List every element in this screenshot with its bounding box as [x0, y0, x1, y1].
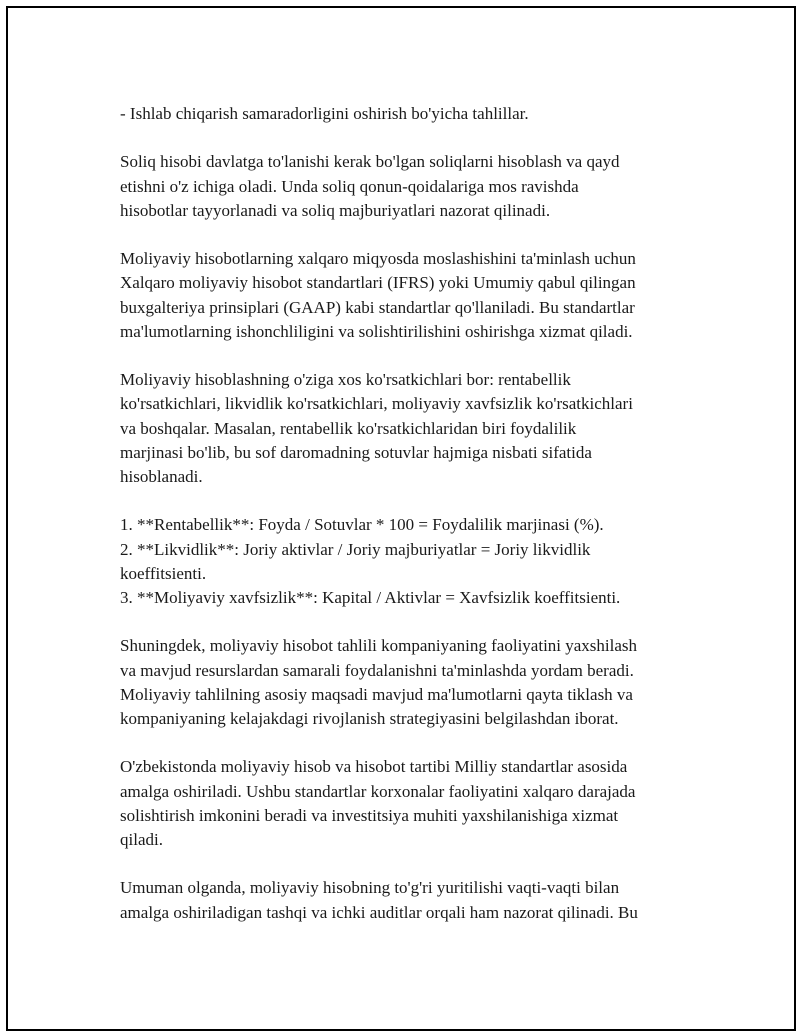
paragraph-financial-indicators: Moliyaviy hisoblashning o'ziga xos ko'rsatkichlari bor: rentabellik ko'rsatkichlari, likvidlik ko'rsatkichlari, moliyaviy xavfsizlik ko'rsatkichlari va boshqalar. Masalan, rentabellik ko'rsatkichlaridan biri foydalilik marjinasi bo'lib, bu sof daromadning sotuvlar hajmiga nisbati sifatida hisoblanadi. [120, 370, 633, 486]
paragraph-uzbekistan-standards: O'zbekistonda moliyaviy hisob va hisobot tartibi Milliy standartlar asosida amalga oshiriladi. Ushbu standartlar korxonalar faoliyatini xalqaro darajada solishtirish imkonini beradi va investitsiya muhiti yaxshilanishiga xizmat qiladi. [120, 757, 636, 849]
paragraph-ratio-list: 1. **Rentabellik**: Foyda / Sotuvlar * 100 = Foydalilik marjinasi (%). 2. **Likvidlik**: Joriy aktivlar / Joriy majburiyatlar = Joriy likvidlik koeffitsienti. 3. **Moliyaviy xavfsizlik**: Kapital / Aktivlar = Xavfsizlik koeffitsienti. [120, 515, 621, 607]
paragraph-conclusion: Umuman olganda, moliyaviy hisobning to'g'ri yuritilishi vaqti-vaqti bilan amalga oshiriladigan tashqi va ichki auditlar orqali ham nazorat qilinadi. Bu [120, 878, 638, 922]
page-body [120, 102, 690, 949]
paragraph-international-standards: Moliyaviy hisobotlarning xalqaro miqyosda moslashishini ta'minlash uchun Xalqaro moliyaviy hisobot standartlari (IFRS) yoki Umumiy qabul qilingan buxgalteriya prinsiplari (GAAP) kabi standartlar qo'llaniladi. Bu standartlar ma'lumotlarning ishonchliligini va solishtirilishini oshirishga xizmat qiladi. [120, 249, 636, 341]
paragraph-report-analysis: Shuningdek, moliyaviy hisobot tahlili kompaniyaning faoliyatini yaxshilash va mavjud resurslardan samarali foydalanishni ta'minlashda yordam beradi. Moliyaviy tahlilning asosiy maqsadi mavjud ma'lumotlarni qayta tiklash va kompaniyaning kelajakdagi rivojlanish strategiyasini belgilashdan iborat. [120, 636, 638, 728]
paragraph-production-analysis: - Ishlab chiqarish samaradorligini oshirish bo'yicha tahlillar. [120, 104, 529, 123]
paragraph-tax-accounting: Soliq hisobi davlatga to'lanishi kerak bo'lgan soliqlarni hisoblash va qayd etishni o'z ichiga oladi. Unda soliq qonun-qoidalariga mos ravishda hisobotlar tayyorlanadi va soliq majburiyatlari nazorat qilinadi. [120, 152, 620, 220]
page-frame [6, 6, 796, 1031]
